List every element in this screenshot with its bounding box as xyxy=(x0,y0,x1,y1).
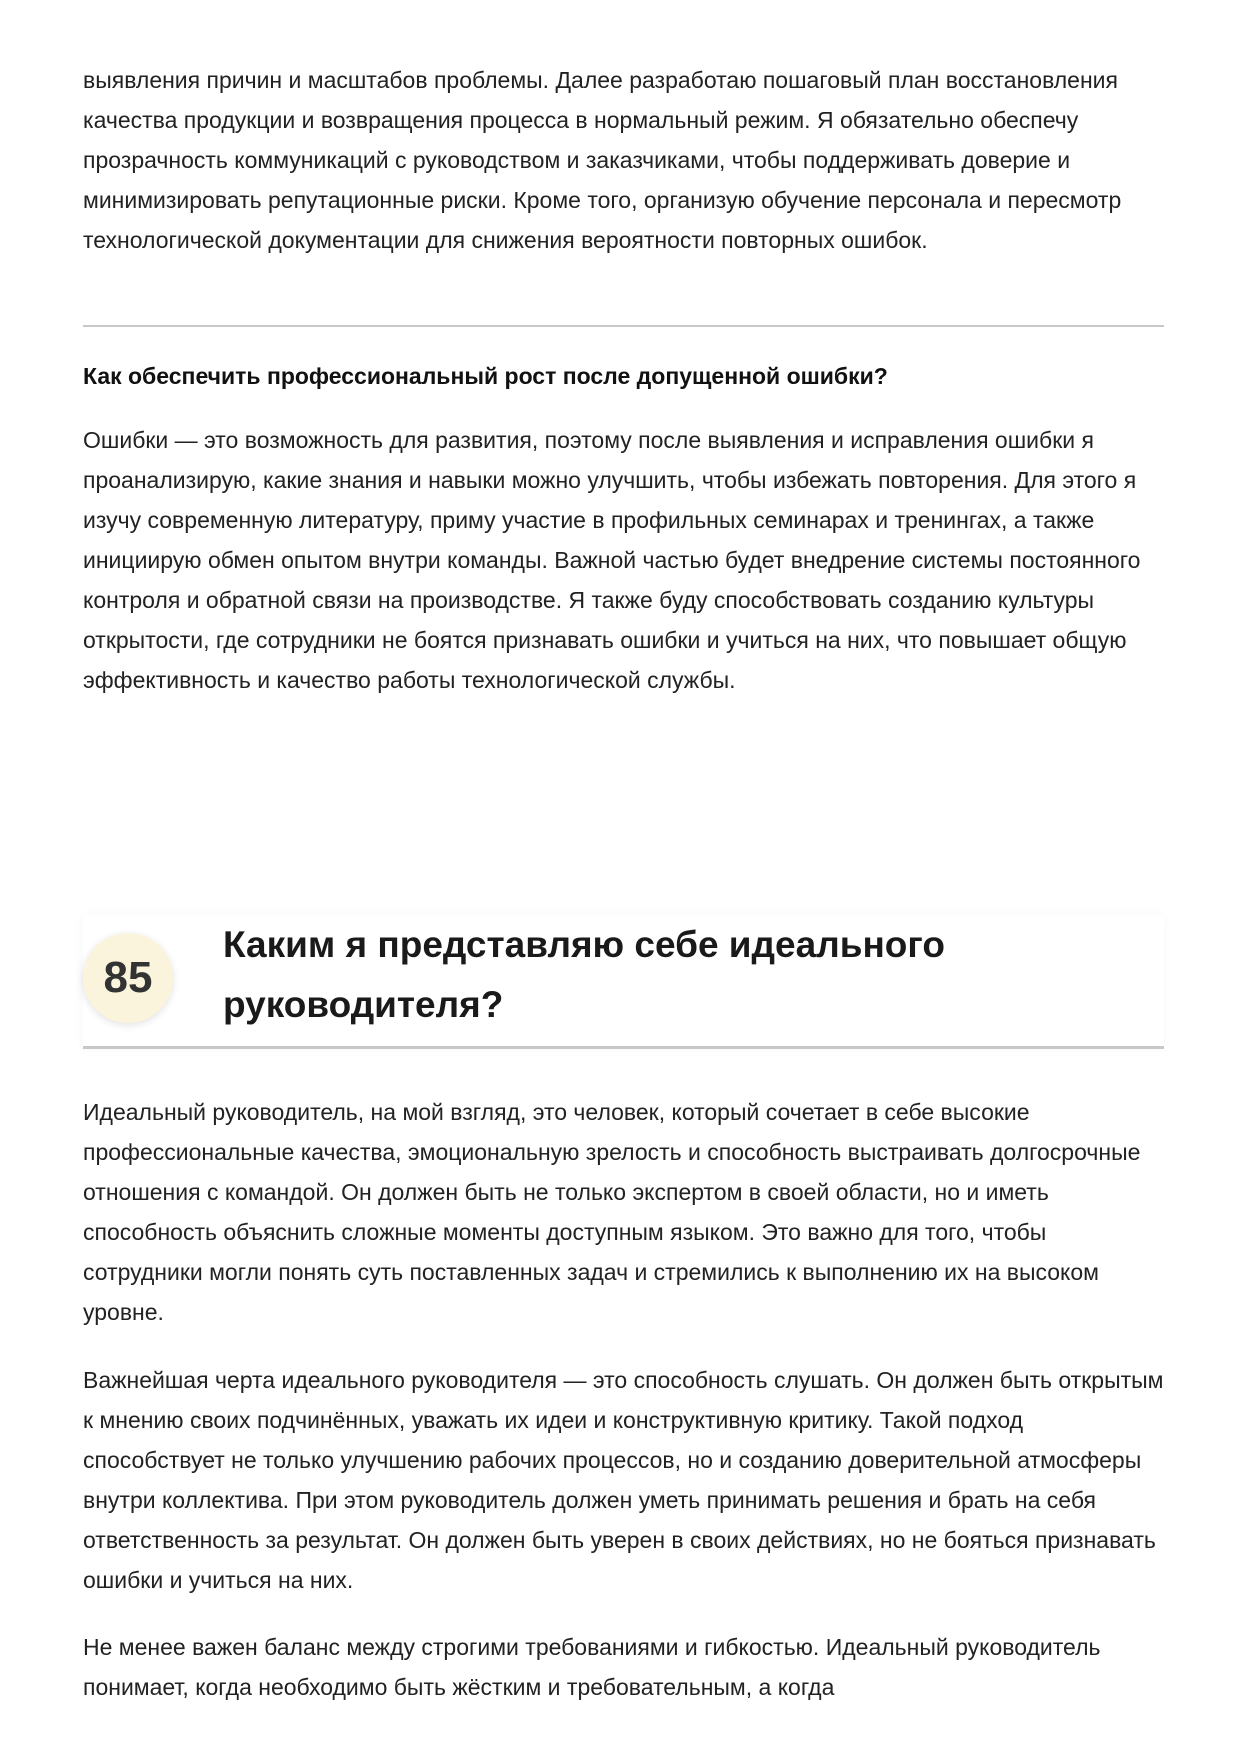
followup-question: Как обеспечить профессиональный рост после допущенной ошибки? xyxy=(83,363,888,389)
section-paragraph: Важнейшая черта идеального руководителя — это способность слушать. Он должен быть открытым к мнению своих подчинённых, уважать их идеи и конструктивную критику. Такой подход способствует не только улучшению рабочих процессов, но и созданию доверительной атмосферы внутри коллектива. При этом руководитель должен уметь принимать решения и брать на себя ответственность за результат. Он должен быть уверен в своих действиях, но не бояться признавать ошибки и учиться на них. xyxy=(83,1367,1164,1593)
continued-paragraph: выявления причин и масштабов проблемы. Далее разработаю пошаговый план восстановления качества продукции и возвращения процесса в нормальный режим. Я обязательно обеспечу прозрачность коммуникаций с руководством и заказчиками, чтобы поддерживать доверие и минимизировать репутационные риски. Кроме того, организую обучение персонала и пересмотр технологической документации для снижения вероятности повторных ошибок. xyxy=(83,67,1122,253)
followup-answer: Ошибки — это возможность для развития, поэтому после выявления и исправления ошибки я проанализирую, какие знания и навыки можно улучшить, чтобы избежать повторения. Для этого я изучу современную литературу, приму участие в профильных семинарах и тренингах, а также инициирую обмен опытом внутри команды. Важной частью будет внедрение системы постоянного контроля и обратной связи на производстве. Я также буду способствовать созданию культуры открытости, где сотрудники не боятся признавать ошибки и учиться на них, что повышает общую эффективность и качество работы технологической службы. xyxy=(83,427,1141,693)
section-divider xyxy=(83,1046,1164,1049)
section-title: Каким я представляю себе идеального руководителя? xyxy=(223,924,945,1025)
section-number-badge: 85 xyxy=(83,933,173,1023)
section-header xyxy=(83,915,1164,1049)
section-paragraph: Не менее важен баланс между строгими требованиями и гибкостью. Идеальный руководитель понимает, когда необходимо быть жёстким и требовательным, а когда xyxy=(83,1634,1101,1700)
divider xyxy=(83,325,1164,327)
section-paragraph: Идеальный руководитель, на мой взгляд, это человек, который сочетает в себе высокие профессиональные качества, эмоциональную зрелость и способность выстраивать долгосрочные отношения с командой. Он должен быть не только экспертом в своей области, но и иметь способность объяснить сложные моменты доступным языком. Это важно для того, чтобы сотрудники могли понять суть поставленных задач и стремились к выполнению их на высоком уровне. xyxy=(83,1099,1141,1325)
